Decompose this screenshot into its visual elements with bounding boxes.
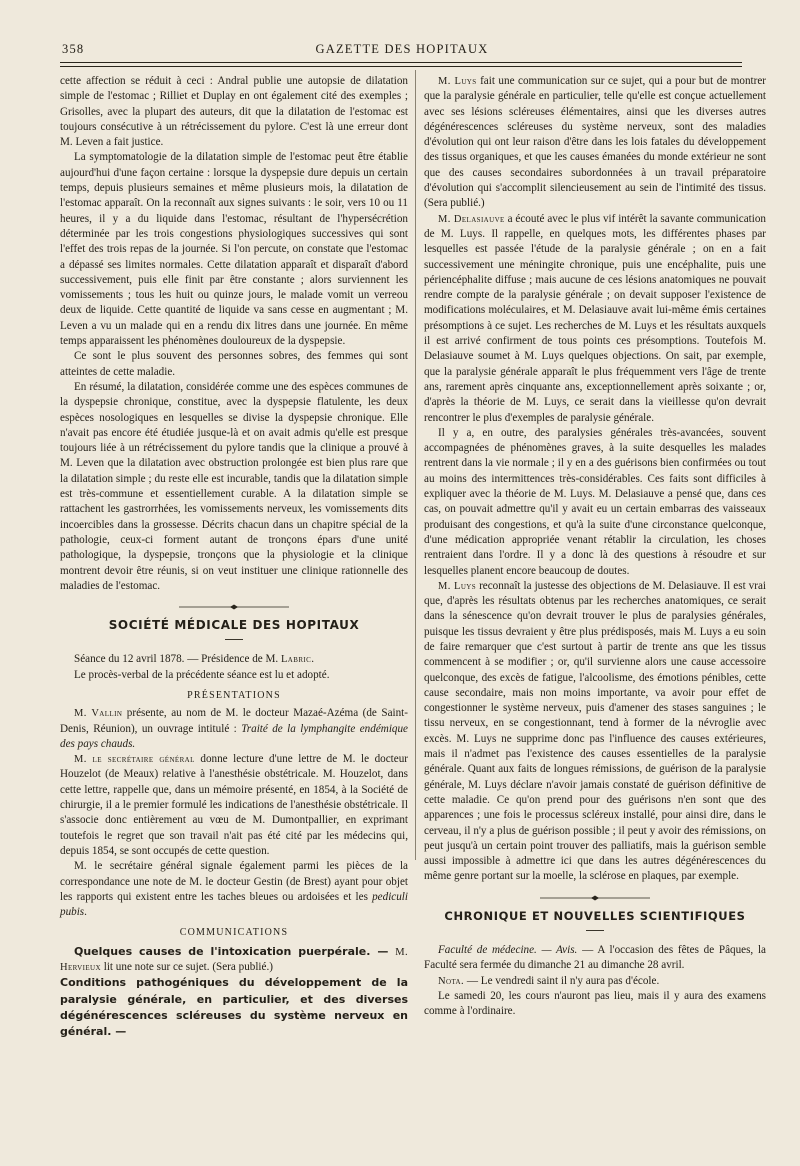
paragraph: Ce sont le plus souvent des personnes sobres, des femmes qui sont atteintes de cette maladie. [60, 350, 408, 378]
title-dash [225, 639, 243, 640]
paragraph: Il y a, en outre, des paralysies générales très-avancées, souvent accompagnées de phénomènes graves, à la suite desquelles les malades rentrent dans la vie normale ; il y en a des guérisons bien confirmées ou tout au moins des intermittences très-considérables. Ces faits sont difficiles à expliquer avec la théorie de M. Luys. M. Delasiauve a pensé que, dans ces cas, on pouvait admettre qu'il y avait eu un certain embarras des vaisseaux produisant des congestions, et qu'à la suite d'une circonstance quelconque, d'une médication appropriée venant rétablir la circulation, les choses rentraient dans l'ordre. Il y a donc là des questions à résoudre et sur lesquelles planent encore beaucoup de doutes. [424, 426, 766, 577]
delasiauve-text: a écouté avec le plus vif intérêt la savante communication de M. Luys. Il rappelle, en quelques mots, les différentes phases par lesquelles est passée l'étude de la paralysie générale ; on en a fait successivement une méningite chronique, puis une encéphalite, puis une périencéphalite diffuse ; mais aucune de ces lésions anatomiques ne pouvait rendre compte de la paralysie générale ; on devait supposer l'existence de modifications moléculaires, et M. Delasiauve avait lui-même émis certaines présomptions à ce sujet. Les recherches de M. Luys et les résultats auxquels il est arrivé confirment de tous points ces présomptions. Toutefois M. Delasiauve soumet à M. Luys quelques objections. On sait, par exemple, que la paralysie générale apparaît le plus fréquemment vers l'âge de trente ans, rarement après cinquante ans, exceptionnellement après soixante ; or, d'après la théorie de M. Luys, ce serait dans la vieillesse qu'on devrait rencontrer le plus d'exemples de paralysie générale. [424, 212, 766, 424]
section-title-societe: SOCIÉTÉ MÉDICALE DES HOPITAUX [108, 618, 360, 633]
speaker-name: M. Luys [438, 580, 477, 592]
faculte-label: Faculté de médecine. — Avis. [438, 944, 578, 957]
luys2-text: reconnaît la justesse des objections de M. Delasiauve. Il est vrai que, d'après les résultats obtenus par les recherches anatomiques, ce serait dans la sénescence qu'on devrait trouver le plus de paralysies générales, puisque les tissus devraient y être plus prédisposés, mais M. Luys a eu soin de faire remarquer que c'est surtout à partir de trente ans que les tissus commencent à se modifier ; or, qu'il survienne alors une cause accessoire quelconque, des excès de fatigue, l'alcoolisme, des émotions pénibles, cette cause secondaire, mais non moins importante, va avoir pour effet de congestionner le système nerveux, puis d'amener des stases sanguines ; le tissu nerveux, en se congestionnant, tend à former de la névroglie avec excès. M. Luys ne supprime donc pas l'influence des causes extérieures, mais il n'admet pas l'existence des causes essentielles de la paralysie générale. Quant aux faits de longues rémissions, de guérison de la paralysie générale, M. Luys déclare n'avoir jamais constaté de guérison définitive de cette maladie. Ce qu'on prend pour des guérisons n'en sont que des apparences ; une fois le processus scléreux installé, pour ainsi dire, dans le cerveau, il n'y a plus de guérison possible ; il peut y avoir des rémissions, on peut jusqu'à un certain point trouver des palliatifs, mais la guérison semble aussi impossible à admettre ici que dans les autres dégénérescences du même genre portant sur la moelle, la sclérose en plaques, par exemple. [424, 579, 767, 883]
speaker-name: M. Vallin [74, 708, 123, 720]
comm2-paragraph [60, 975, 408, 1040]
nota-paragraph [424, 974, 766, 989]
right-column [424, 74, 766, 1020]
journal-title: GAZETTE DES HOPITAUX [315, 42, 489, 56]
section-title-chronique: CHRONIQUE ET NOUVELLES SCIENTIFIQUES [444, 908, 746, 923]
seance-line [60, 652, 408, 667]
communications-heading: COMMUNICATIONS [179, 927, 289, 939]
header-rule-thin [60, 66, 742, 67]
faculte-paragraph [424, 943, 766, 974]
comm2-title: Conditions pathogéniques du développement de la paralysie générale, en particulier, et des diverses dégénérescences scléreuses du système nerveux en général. — [60, 976, 408, 1039]
comm1-paragraph [60, 944, 408, 976]
page-header [62, 40, 742, 62]
delasiauve-paragraph [424, 212, 766, 426]
luys-text: fait une communication sur ce sujet, qui a pour but de montrer que la paralysie générale en particulier, telle qu'elle est conçue actuellement avec ses lésions scléreuses élémentaires, ainsi que les diverses autres dégénérescences scléreuses du système nerveux, sont des maladies d'évolution qui ont leur raison d'être dans les lois fatales du développement des tissus organiques, et que les causes émanées du monde extérieur ne sont que des causes secondaires subordonnées à un travail préparatoire d'évolution qui s'accomplit silencieusement au sein de l'intimité des tissus. (Sera publié.) [424, 75, 766, 210]
book-title: Traité de la lymphangite endémique des pays chauds. [60, 722, 408, 750]
vallin-paragraph [60, 706, 408, 752]
secgen-paragraph [60, 752, 408, 859]
luys-paragraph [424, 74, 766, 212]
section-separator [60, 604, 408, 610]
comm1-text: lit une note sur ce sujet. (Sera publié.) [100, 961, 273, 974]
column-divider [415, 70, 416, 860]
paragraph: En résumé, la dilatation, considérée comme une des espèces communes de la dyspepsie chronique, constitue, avec la dyspepsie flatulente, les deux espèces nosologiques en lesquelles se divise la dyspepsie chronique. Elle n'avait pas encore été étudiée jusque-là et on avait admis qu'elle est presque toujours liée à un rétrécissement du pylore tandis que la clinique a prouvé à M. Leven que la dilatation avec obstruction prolongée est bien plus rare que la dilatation simple ; du reste elle est incurable, tandis que la dilatation simple est très-commune et essentiellement curable. A la dilatation simple se rattachent les gastrorrhées, les vomissements nerveux, les vomissements dits incoercibles dans la grossesse. Décrits chacun dans un chapitre spécial de la pathologie, ceux-ci forment autant de tronçons épars d'une unité pathologique, la dyspepsie, tronçons que la physiologie et la clinique montrent devoir être réunis, si on veut instituer une clinique rationnelle des maladies de l'estomac. [60, 380, 408, 592]
vallin-text: présente, au nom de M. le docteur Mazaé-Azéma (de Saint-Denis, Réunion), un ouvrage intitulé : [60, 707, 408, 735]
speaker-name: M. Hervieux [60, 946, 408, 974]
president-name: Labric [280, 654, 312, 666]
presentations-heading: PRÉSENTATIONS [187, 689, 281, 701]
separator-ornament [540, 895, 650, 901]
speaker-name: M. le secrétaire général [74, 754, 195, 766]
page-number: 358 [62, 42, 85, 56]
speaker-name: M. Delasiauve [438, 213, 505, 225]
nota-label: Nota. [438, 975, 465, 987]
comm1-title: Quelques causes de l'intoxication puerpérale. — [74, 944, 396, 958]
secgen-text: donne lecture d'une lettre de M. le docteur Houzelot (de Meaux) relative à l'anesthésie obstétricale. M. Houzelot, dans cette lettre, rappelle que, dans un mémoire présenté, en 1854, à la Société de chirurgie, il a le premier formulé les indications de l'anesthésie obstétricale. Il s'associe donc entièrement au vœu de M. Dumontpallier, en exprimant toutefois le regret que son travail n'ait pas été cité par les médecins qui, depuis 1854, se sont occupés de cette question. [60, 753, 409, 857]
paragraph: La symptomatologie de la dilatation simple de l'estomac peut être établie aujourd'hui d'une façon certaine : lorsque la dyspepsie dure depuis un certain temps, depuis plusieurs semaines et même plusieurs mois, la dilatation de l'estomac apparaît. On la reconnaît aux signes suivants : le soir, vers 10 ou 11 heures, il y a du liquide dans l'estomac, résultant de l'hypersécrétion déterminée par les trois congestions physiologiques successives qui sont l'effet des trois repas de la journée. Si l'on percute, on constate que l'estomac a dépassé ses limites normales. Cette dilatation apparaît et disparaît d'abord successivement, puis elle finit par être constante ; alors surviennent les vomissements ; tous les huit ou quinze jours, le malade vomit un verreou deux de liquide. Cette quantité de liquide va sans cesse en augmentant ; M. Leven a vu un malade qui en a rendu dix litres dans une journée. En même temps apparaissent les phénomènes douloureux de la dyspepsie. [60, 151, 408, 348]
faculte-text: — A l'occasion des fêtes de Pâques, la Faculté sera fermée du dimanche 21 au dimanche 28 avril. [424, 944, 766, 972]
secgen2-end: . [84, 906, 87, 919]
nota-text: — Le vendredi saint il n'y aura pas d'école. [464, 974, 660, 987]
secgen2-italic: pediculi pubis [60, 890, 408, 919]
left-column [60, 74, 408, 1041]
speaker-name: M. Luys [438, 76, 477, 87]
proces-verbal: Le procès-verbal de la précédente séance est lu et adopté. [74, 668, 330, 681]
title-dash [586, 930, 604, 931]
section-separator [424, 895, 766, 901]
separator-ornament [179, 604, 289, 610]
luys2-paragraph [424, 579, 766, 885]
secgen2-text: M. le secrétaire général signale également parmi les pièces de la correspondance une note de M. le docteur Gestin (de Brest) ayant pour objet les rapports qui existent entre les taches bleues ou ardoisées et les [60, 860, 408, 903]
samedi-paragraph: Le samedi 20, les cours n'auront pas lieu, mais il y aura des examens comme à l'ordinaire. [424, 989, 766, 1018]
header-rule-thick [60, 62, 742, 63]
seance-text: Séance du 12 avril 1878. — Présidence de M. [74, 653, 281, 666]
secgen2-paragraph [60, 859, 408, 920]
paragraph: cette affection se réduit à ceci : Andral publie une autopsie de dilatation simple de l'estomac ; Rilliet et Duplay en ont également cité des exemples ; Grisolles, avec la plupart des auteurs, dit que la dilatation de l'estomac est toujours consécutive à un rétrécissement du pylore. C'est là une erreur dont M. Leven a fait justice. [60, 75, 408, 149]
seance-end: . [311, 653, 314, 666]
